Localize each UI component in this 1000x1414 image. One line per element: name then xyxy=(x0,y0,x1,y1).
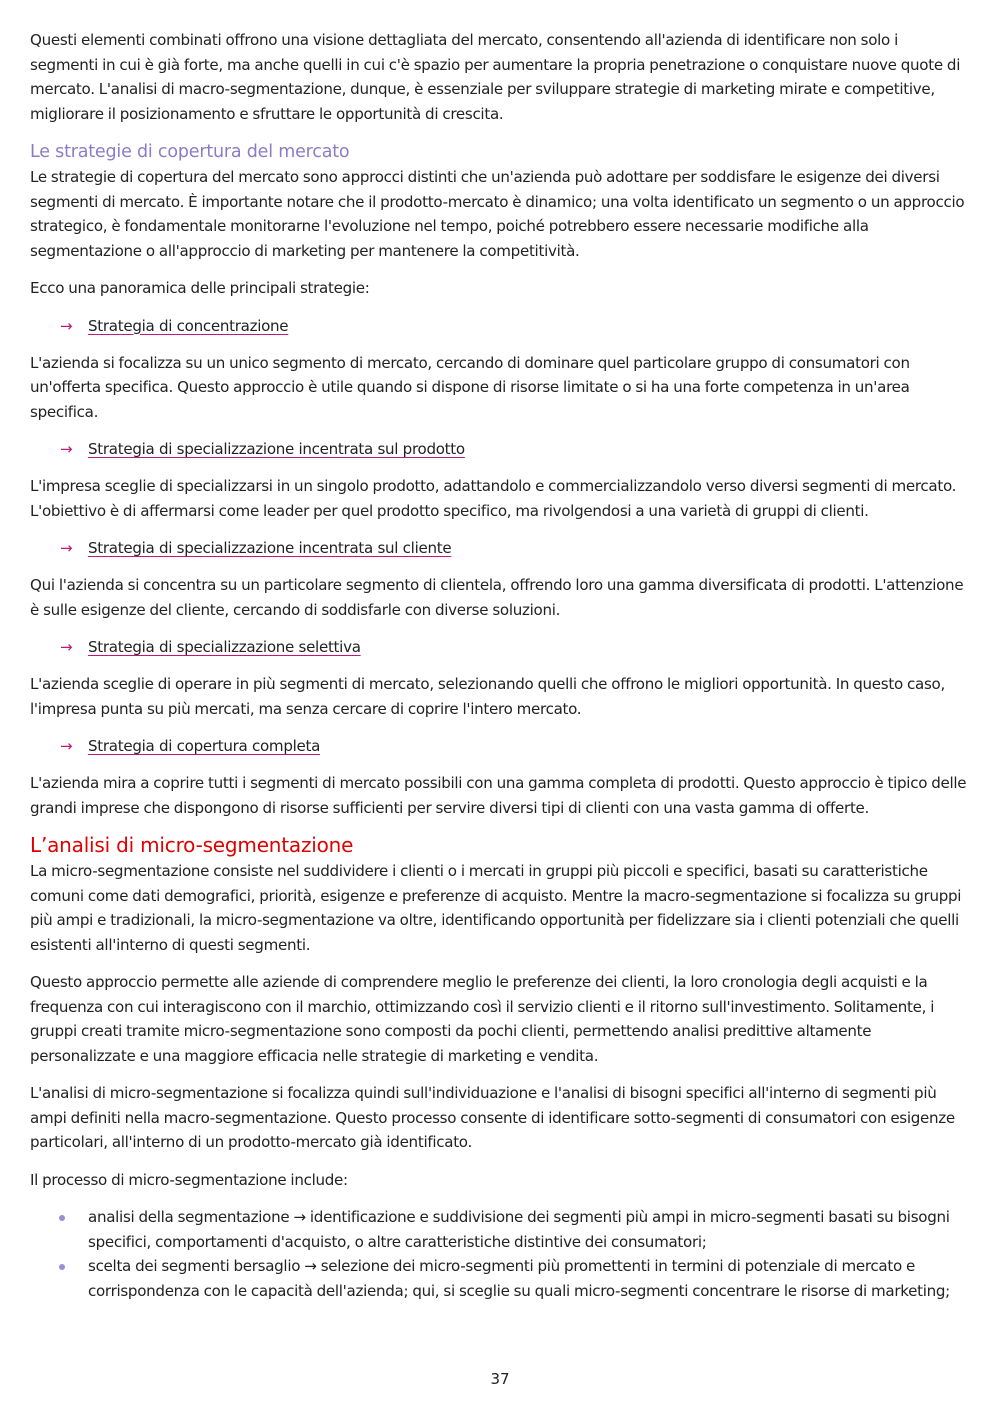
bullet-dot-icon xyxy=(58,1254,88,1279)
strategy-item xyxy=(60,734,970,758)
intro-paragraph: Questi elementi combinati offrono una visione dettagliata del mercato, consentendo all'azienda di identificare non solo i segmenti in cui è già forte, ma anche quelli in cui c'è spazio per aumentare la propria penetrazione o conquistare nuove quote di mercato. L'analisi di macro-segmentazione, dunque, è essenziale per sviluppare strategie di marketing mirate e competitive, migliorare il posizionamento e sfruttare le opportunità di crescita. xyxy=(30,31,961,123)
strategy-item xyxy=(60,437,970,461)
strategy-description: L'azienda sceglie di operare in più segmenti di mercato, selezionando quelli che offrono le migliori opportunità. In questo caso, l'impresa punta su più mercati, ma senza cercare di coprire l'intero mercato. xyxy=(30,675,945,718)
strategy-title: Strategia di specializzazione incentrata sul prodotto xyxy=(88,440,465,458)
coverage-paragraph: Le strategie di copertura del mercato sono approcci distinti che un'azienda può adottare per soddisfare le esigenze dei diversi segmenti di mercato. È importante notare che il prodotto-mercato è dinamico; una volta identificato un segmento o un approccio strategico, è fondamentale monitorarne l'evoluzione nel tempo, poiché potrebbero essere necessarie modifiche alla segmentazione o all'approccio di marketing per mantenere la competitività. xyxy=(30,168,965,260)
strategy-title: Strategia di specializzazione incentrata sul cliente xyxy=(88,539,452,557)
strategy-title: Strategia di specializzazione selettiva xyxy=(88,638,361,656)
micro-paragraph: L'analisi di micro-segmentazione si focalizza quindi sull'individuazione e l'analisi di bisogni specifici all'interno di segmenti più ampi definiti nella macro-segmentazione. Questo processo consente di identificare sotto-segmenti di consumatori con esigenze particolari, all'interno di un prodotto-mercato già identificato. xyxy=(30,1084,955,1151)
micro-process-list xyxy=(30,1205,970,1303)
list-item-text: scelta dei segmenti bersaglio → selezione dei micro-segmenti più promettenti in termini di potenziale di mercato e corrispondenza con le capacità dell'azienda; qui, si sceglie su quali micro-segmenti concentrare le risorse di marketing; xyxy=(88,1257,950,1300)
strategy-description: Qui l'azienda si concentra su un particolare segmento di clientela, offrendo loro una gamma diversificata di prodotti. L'attenzione è sulle esigenze del cliente, cercando di soddisfarle con diverse soluzioni. xyxy=(30,576,964,619)
micro-heading: L’analisi di micro-segmentazione xyxy=(30,833,354,857)
strategy-description: L'azienda mira a coprire tutti i segmenti di mercato possibili con una gamma completa di prodotti. Questo approccio è tipico delle grandi imprese che dispongono di risorse sufficienti per servire diversi tipi di clienti con una vasta gamma di offerte. xyxy=(30,774,967,817)
arrow-right-icon: → xyxy=(60,539,73,557)
bullet-dot-icon xyxy=(58,1205,88,1230)
strategy-title: Strategia di concentrazione xyxy=(88,316,289,335)
strategy-item xyxy=(60,635,970,659)
micro-paragraph: Il processo di micro-segmentazione include: xyxy=(30,1170,348,1189)
arrow-right-icon: → xyxy=(60,737,73,755)
strategy-title: Strategia di copertura completa xyxy=(88,737,321,755)
strategy-description: L'azienda si focalizza su un unico segmento di mercato, cercando di dominare quel particolare gruppo di consumatori con un'offerta specifica. Questo approccio è utile quando si dispone di risorse limitate o si ha una forte competenza in un'area specifica. xyxy=(30,353,910,421)
arrow-right-icon: → xyxy=(60,316,73,335)
strategy-item xyxy=(60,536,970,560)
coverage-heading: Le strategie di copertura del mercato xyxy=(30,142,350,162)
coverage-overview: Ecco una panoramica delle principali strategie: xyxy=(30,279,370,297)
strategy-description: L'impresa sceglie di specializzarsi in un singolo prodotto, adattandolo e commercializzandolo verso diversi segmenti di mercato. L'obiettivo è di affermarsi come leader per quel prodotto specifico, ma rivolgendosi a una varietà di gruppi di clienti. xyxy=(30,477,957,520)
strategy-item xyxy=(60,314,970,338)
arrow-right-icon: → xyxy=(60,638,73,656)
micro-paragraph: La micro-segmentazione consiste nel suddividere i clienti o i mercati in gruppi più piccoli e specifici, basati su caratteristiche comuni come dati demografici, priorità, esigenze e preferenze di acquisto. Mentre la macro-segmentazione si focalizza su gruppi più ampi e tradizionali, la micro-segmentazione va oltre, identificando opportunità per fidelizzare sia i clienti potenziali che quelli esistenti all'interno di questi segmenti. xyxy=(30,862,962,954)
list-item xyxy=(30,1205,970,1254)
micro-paragraph: Questo approccio permette alle aziende di comprendere meglio le preferenze dei clienti, la loro cronologia degli acquisti e la frequenza con cui interagiscono con il marchio, ottimizzando così il servizio clienti e il ritorno sull'investimento. Solitamente, i gruppi creati tramite micro-segmentazione sono composti da pochi clienti, permettendo analisi predittive altamente personalizzate e una maggiore efficacia nelle strategie di marketing e vendita. xyxy=(30,973,935,1065)
list-item-text: analisi della segmentazione → identificazione e suddivisione dei segmenti più ampi in micro-segmenti basati su bisogni specifici, comportamenti d'acquisto, o altre caratteristiche distintive dei consumatori; xyxy=(88,1208,950,1251)
page-number: 37 xyxy=(490,1370,510,1388)
page-content xyxy=(30,28,970,1303)
list-item xyxy=(30,1254,970,1303)
arrow-right-icon: → xyxy=(60,440,73,458)
